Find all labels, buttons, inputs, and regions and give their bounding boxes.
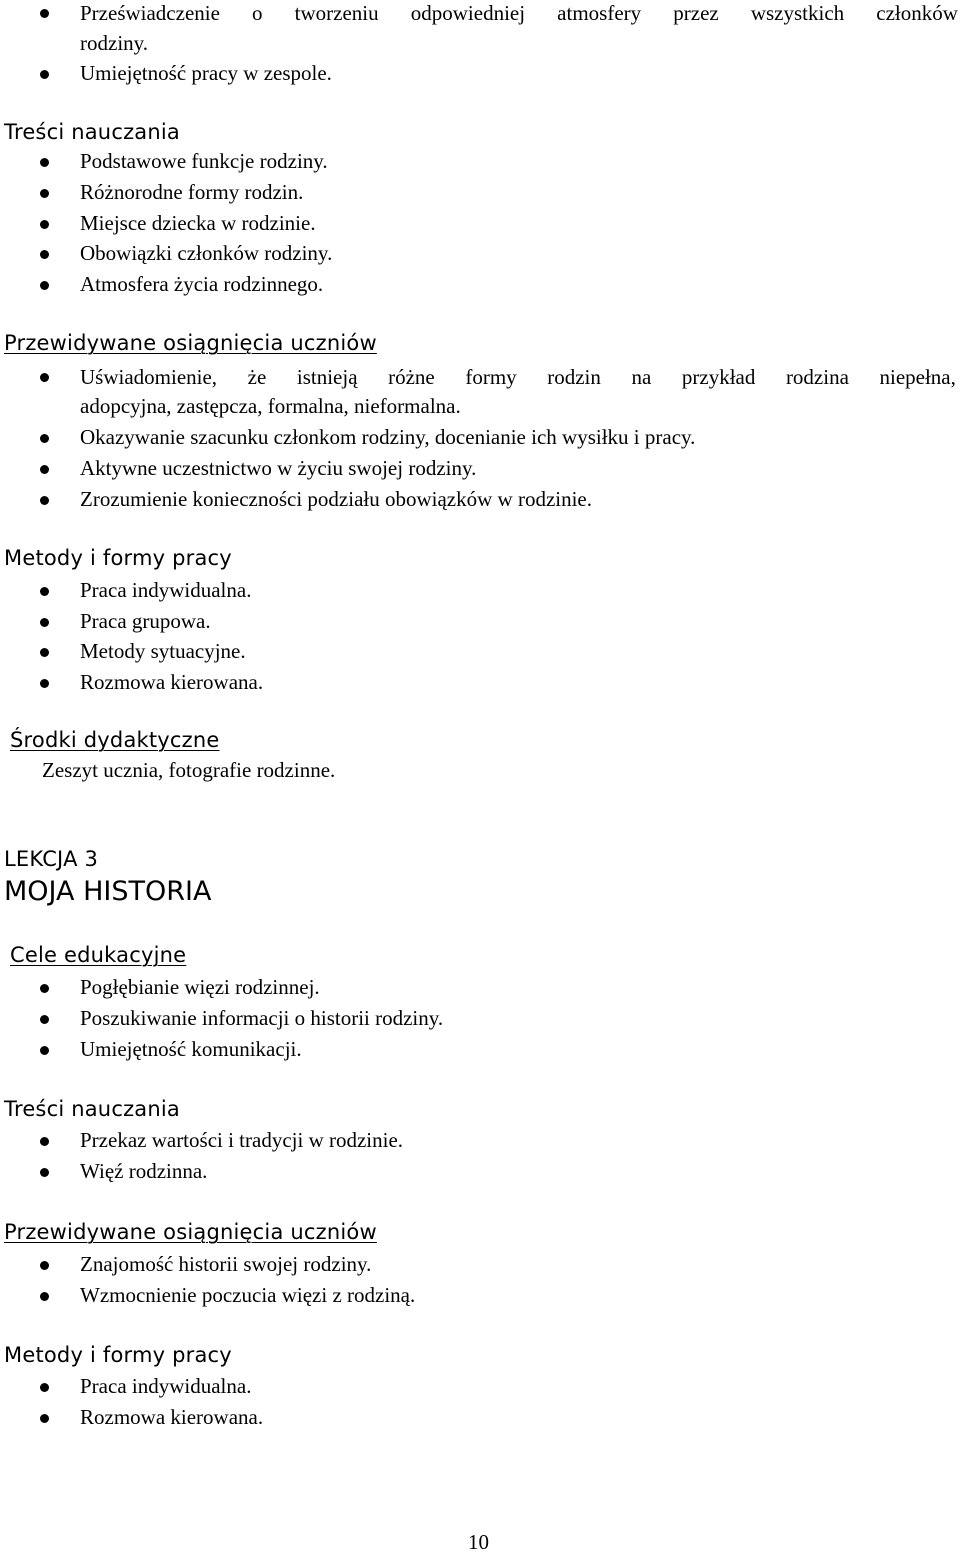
bullet-icon [40,1015,49,1024]
bullet-icon [40,434,49,443]
method-item: Metody sytuacyjne. [80,639,246,663]
bullet-icon [40,465,49,474]
goal-item-line: rodziny. [80,31,149,55]
bullet-icon [40,1046,49,1055]
method-item: Praca indywidualna. [80,578,252,602]
section-heading-outcomes: Przewidywane osiągnięcia uczniów [4,331,377,355]
section-heading-methods: Metody i formy pracy [4,1343,232,1367]
outcome-item: Okazywanie szacunku członkom rodziny, docenianie ich wysiłku i pracy. [80,425,696,449]
bullet-icon [40,70,49,79]
content-item: Atmosfera życia rodzinnego. [80,272,324,296]
page-number: 10 [468,1530,489,1554]
outcome-item-line: adopcyjna, zastępcza, formalna, nieformalna. [80,394,461,418]
content-item: Różnorodne formy rodzin. [80,180,304,204]
bullet-icon [40,9,49,18]
bullet-icon [40,1383,49,1392]
bullet-icon [40,189,49,198]
bullet-icon [40,220,49,229]
goal-item: Poszukiwanie informacji o historii rodziny. [80,1006,444,1030]
bullet-icon [40,648,49,657]
method-item: Praca grupowa. [80,609,211,633]
content-item: Miejsce dziecka w rodzinie. [80,211,316,235]
bullet-icon [40,587,49,596]
bullet-icon [40,1168,49,1177]
bullet-icon [40,1137,49,1146]
bullet-icon [40,158,49,167]
bullet-icon [40,496,49,505]
lesson-title: MOJA HISTORIA [4,876,212,907]
section-heading-outcomes: Przewidywane osiągnięcia uczniów [4,1220,377,1244]
bullet-icon [40,984,49,993]
goal-item-line: Przeświadczenie o tworzeniu odpowiedniej atmosfery przez wszystkich członków [80,1,958,25]
outcome-item: Aktywne uczestnictwo w życiu swojej rodziny. [80,456,477,480]
content-item: Obowiązki członków rodziny. [80,241,333,265]
bullet-icon [40,1261,49,1270]
lesson-label: LEKCJA 3 [4,847,99,871]
outcome-item: Znajomość historii swojej rodziny. [80,1252,372,1276]
section-heading-content: Treści nauczania [4,120,180,144]
bullet-icon [40,1292,49,1301]
content-item: Przekaz wartości i tradycji w rodzinie. [80,1128,404,1152]
aids-text: Zeszyt ucznia, fotografie rodzinne. [42,758,336,782]
bullet-icon [40,679,49,688]
bullet-icon [40,1414,49,1423]
content-item: Więź rodzinna. [80,1159,208,1183]
section-heading-methods: Metody i formy pracy [4,546,232,570]
bullet-icon [40,373,49,382]
section-heading-goals: Cele edukacyjne [10,943,187,967]
outcome-item: Wzmocnienie poczucia więzi z rodziną. [80,1283,416,1307]
method-item: Rozmowa kierowana. [80,1405,264,1429]
bullet-icon [40,250,49,259]
bullet-icon [40,618,49,627]
outcome-item-line: Uświadomienie, że istnieją różne formy rodzin na przykład rodzina niepełna, [80,365,956,389]
outcome-item: Zrozumienie konieczności podziału obowiązków w rodzinie. [80,487,592,511]
goal-item: Umiejętność pracy w zespole. [80,61,332,85]
goal-item: Umiejętność komunikacji. [80,1037,302,1061]
content-item: Podstawowe funkcje rodziny. [80,149,328,173]
section-heading-aids: Środki dydaktyczne [10,728,220,752]
bullet-icon [40,281,49,290]
method-item: Praca indywidualna. [80,1374,252,1398]
method-item: Rozmowa kierowana. [80,670,264,694]
goal-item: Pogłębianie więzi rodzinnej. [80,975,320,999]
section-heading-content: Treści nauczania [4,1097,180,1121]
